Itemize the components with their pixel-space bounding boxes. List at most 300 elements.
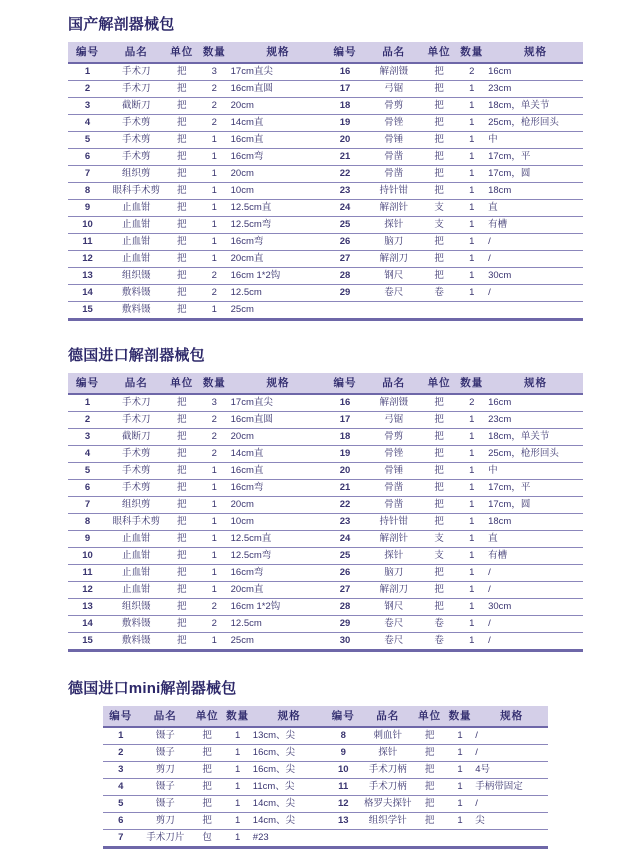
cell-unit-right: 把 bbox=[423, 98, 456, 115]
table-body bbox=[68, 63, 583, 318]
cell-name-left: 止血钳 bbox=[107, 565, 165, 582]
cell-no-right: 27 bbox=[325, 582, 364, 599]
cell-no-left: 14 bbox=[68, 616, 107, 633]
cell-unit-left: 把 bbox=[165, 394, 198, 412]
cell-name-left: 手术剪 bbox=[107, 446, 165, 463]
cell-spec-left: 12.5cm弯 bbox=[231, 548, 326, 565]
col-spec-left: 规格 bbox=[231, 42, 326, 63]
cell-spec-right: / bbox=[488, 565, 583, 582]
cell-unit-left: 把 bbox=[165, 514, 198, 531]
cell-qty-right: 1 bbox=[455, 480, 488, 497]
col-no-left: 编号 bbox=[68, 373, 107, 394]
cell-unit-left: 把 bbox=[192, 813, 222, 830]
cell-name-right: 骨锉 bbox=[365, 115, 423, 132]
cell-spec-right: 17cm，平 bbox=[488, 480, 583, 497]
cell-name-left: 敷料镊 bbox=[107, 285, 165, 302]
cell-spec-left: #23 bbox=[252, 832, 269, 843]
header-row bbox=[68, 373, 583, 394]
cell-unit-right: 把 bbox=[423, 166, 456, 183]
cell-no-left: 5 bbox=[103, 796, 139, 813]
cell-no-right: 23 bbox=[325, 183, 364, 200]
col-qty-left: 数量 bbox=[222, 706, 252, 727]
cell-unit-right: 把 bbox=[423, 582, 456, 599]
cell-qty-right: 1 bbox=[455, 429, 488, 446]
cell-unit-left: 把 bbox=[165, 81, 198, 98]
col-name-left: 品名 bbox=[107, 42, 165, 63]
cell-spec-right: 18cm bbox=[488, 514, 583, 531]
cell-name-left: 止血钳 bbox=[107, 548, 165, 565]
cell-name-right: 骨锤 bbox=[365, 463, 423, 480]
cell-no-left: 9 bbox=[68, 200, 107, 217]
section-title: 国产解剖器械包 bbox=[68, 16, 175, 33]
cell-spec-left: 10cm bbox=[231, 183, 326, 200]
cell-name-right: 骨凿 bbox=[365, 149, 423, 166]
cell-no-right: 20 bbox=[325, 463, 364, 480]
cell-qty-right: 2 bbox=[455, 394, 488, 412]
cell-qty-right: 1 bbox=[455, 412, 488, 429]
cell-spec-left: 20cm bbox=[231, 497, 326, 514]
cell-name-right: 骨凿 bbox=[365, 480, 423, 497]
cell-name-right: 骨锉 bbox=[365, 446, 423, 463]
cell-unit-left: 把 bbox=[192, 796, 222, 813]
cell-spec-right: 17cm，圆 bbox=[488, 497, 583, 514]
cell-no-left: 4 bbox=[103, 779, 139, 796]
cell-spec-right: / bbox=[475, 727, 548, 745]
cell-name-left: 组织剪 bbox=[107, 497, 165, 514]
cell-no-left: 6 bbox=[68, 480, 107, 497]
cell-no-right: 25 bbox=[325, 217, 364, 234]
cell-name-left: 手术刀 bbox=[107, 412, 165, 429]
cell-no-right: 12 bbox=[325, 796, 361, 813]
cell-qty-left: 3 bbox=[198, 63, 231, 81]
cell-spec-right: 尖 bbox=[475, 813, 548, 830]
cell-unit-left: 把 bbox=[165, 429, 198, 446]
col-qty-right: 数量 bbox=[455, 373, 488, 394]
cell-qty-right: 1 bbox=[455, 81, 488, 98]
cell-qty-right: 1 bbox=[455, 531, 488, 548]
cell-no-left: 15 bbox=[82, 635, 93, 646]
cell-name-right: 卷尺 bbox=[365, 285, 423, 302]
cell-no-left: 8 bbox=[68, 183, 107, 200]
instrument-table bbox=[103, 706, 548, 846]
cell-no-right: 16 bbox=[325, 63, 364, 81]
cell-no-left: 3 bbox=[68, 98, 107, 115]
section-title: 德国进口mini解剖器械包 bbox=[68, 680, 237, 697]
cell-spec-left: 20cm直 bbox=[231, 251, 326, 268]
cell-qty-left: 1 bbox=[222, 727, 252, 745]
cell-spec-left: 16cm 1*2钩 bbox=[231, 599, 326, 616]
cell-qty-right: 1 bbox=[455, 217, 488, 234]
table-row bbox=[103, 762, 548, 779]
cell-spec-left: 11cm、尖 bbox=[253, 779, 326, 796]
cell-name-right bbox=[361, 830, 414, 847]
cell-name-right: 解剖针 bbox=[365, 200, 423, 217]
table-wrapper bbox=[0, 706, 634, 849]
cell-name-right: 手术刀柄 bbox=[361, 762, 414, 779]
cell-spec-left: 12.5cm bbox=[231, 616, 326, 633]
cell-spec-right: 18cm bbox=[488, 183, 583, 200]
table-row bbox=[103, 745, 548, 762]
cell-qty-right: 1 bbox=[445, 813, 475, 830]
cell-unit-right: 把 bbox=[423, 565, 456, 582]
cell-name-right: 弓锯 bbox=[365, 412, 423, 429]
table-row bbox=[68, 514, 583, 531]
cell-name-right: 脑刀 bbox=[365, 234, 423, 251]
cell-name-right: 卷尺 bbox=[384, 635, 404, 646]
cell-no-right: 21 bbox=[325, 149, 364, 166]
cell-no-right: 28 bbox=[325, 599, 364, 616]
cell-unit-left: 把 bbox=[165, 497, 198, 514]
cell-qty-right: 1 bbox=[455, 166, 488, 183]
cell-unit-left: 把 bbox=[176, 635, 187, 646]
cell-spec-left: 14cm、尖 bbox=[253, 813, 326, 830]
cell-unit-left: 把 bbox=[165, 63, 198, 81]
col-no-left: 编号 bbox=[68, 42, 107, 63]
table-row bbox=[68, 132, 583, 149]
table-row bbox=[68, 166, 583, 183]
cell-qty-right: 1 bbox=[455, 268, 488, 285]
cell-name-right: 手术刀柄 bbox=[361, 779, 414, 796]
cell-spec-left: 16cm弯 bbox=[231, 234, 326, 251]
cell-spec-right: 直 bbox=[488, 200, 583, 217]
cell-qty-right: 1 bbox=[445, 745, 475, 762]
cell-no-right: 25 bbox=[325, 548, 364, 565]
cell-spec-right: / bbox=[488, 251, 583, 268]
cell-name-left: 手术剪 bbox=[107, 480, 165, 497]
cell-spec-right: 中 bbox=[488, 463, 583, 480]
cell-name-right: 持针钳 bbox=[365, 514, 423, 531]
cell-no-right: 18 bbox=[325, 429, 364, 446]
cell-no-right: 8 bbox=[325, 727, 361, 745]
cell-unit-left: 把 bbox=[165, 412, 198, 429]
cell-spec-left: 16cm弯 bbox=[231, 565, 326, 582]
cell-unit-right: 把 bbox=[423, 251, 456, 268]
cell-qty-right: 1 bbox=[455, 115, 488, 132]
col-no-left: 编号 bbox=[103, 706, 139, 727]
table-row bbox=[68, 463, 583, 480]
col-spec-left: 规格 bbox=[253, 706, 326, 727]
cell-qty-left: 1 bbox=[198, 531, 231, 548]
table-header bbox=[68, 42, 583, 63]
col-name-right: 品名 bbox=[365, 373, 423, 394]
cell-spec-left: 20cm bbox=[231, 429, 326, 446]
cell-name-left: 止血钳 bbox=[107, 234, 165, 251]
cell-unit-right: 把 bbox=[423, 81, 456, 98]
cell-unit-right: 把 bbox=[423, 514, 456, 531]
cell-name-left: 截断刀 bbox=[107, 98, 165, 115]
table-row bbox=[68, 115, 583, 132]
cell-no-right bbox=[325, 830, 361, 847]
cell-unit-right: 支 bbox=[423, 200, 456, 217]
cell-spec-left: 25cm bbox=[230, 304, 254, 315]
cell-unit-right: 把 bbox=[414, 779, 444, 796]
table-row bbox=[68, 412, 583, 429]
cell-no-left: 3 bbox=[68, 429, 107, 446]
cell-name-right: 解剖刀 bbox=[365, 582, 423, 599]
cell-spec-left: 16cm弯 bbox=[231, 480, 326, 497]
cell-unit-right: 支 bbox=[423, 217, 456, 234]
table-row bbox=[68, 81, 583, 98]
cell-no-right: 20 bbox=[325, 132, 364, 149]
cell-spec-right: 18cm，单关节 bbox=[488, 429, 583, 446]
col-no-right: 编号 bbox=[325, 706, 361, 727]
cell-no-right: 19 bbox=[325, 446, 364, 463]
cell-unit-left: 把 bbox=[176, 304, 187, 315]
cell-qty-left: 2 bbox=[198, 429, 231, 446]
cell-unit-right: 把 bbox=[423, 446, 456, 463]
cell-qty-right: 1 bbox=[445, 762, 475, 779]
table-row bbox=[68, 599, 583, 616]
cell-no-right: 27 bbox=[325, 251, 364, 268]
cell-name-left: 止血钳 bbox=[107, 582, 165, 599]
cell-name-right: 脑刀 bbox=[365, 565, 423, 582]
table-header bbox=[103, 706, 548, 727]
cell-spec-right: / bbox=[488, 285, 583, 302]
cell-spec-left: 16cm 1*2钩 bbox=[231, 268, 326, 285]
cell-unit-right: 把 bbox=[423, 599, 456, 616]
cell-qty-left: 1 bbox=[222, 779, 252, 796]
cell-name-right: 弓锯 bbox=[365, 81, 423, 98]
cell-unit-left: 把 bbox=[192, 779, 222, 796]
cell-qty-right: 1 bbox=[455, 251, 488, 268]
cell-name-right: 探针 bbox=[361, 745, 414, 762]
table-row bbox=[68, 183, 583, 200]
cell-spec-right bbox=[475, 830, 548, 847]
cell-qty-left: 2 bbox=[198, 616, 231, 633]
cell-qty-left: 2 bbox=[198, 81, 231, 98]
cell-name-left: 止血钳 bbox=[107, 217, 165, 234]
cell-qty-right: 1 bbox=[455, 446, 488, 463]
cell-no-left: 7 bbox=[68, 497, 107, 514]
cell-qty-right: 1 bbox=[455, 599, 488, 616]
cell-spec-left: 12.5cm bbox=[231, 285, 326, 302]
col-spec-right: 规格 bbox=[475, 706, 548, 727]
cell-qty-left: 3 bbox=[198, 394, 231, 412]
cell-qty-left: 1 bbox=[198, 183, 231, 200]
cell-spec-right: 25cm，枪形回头 bbox=[488, 446, 583, 463]
cell-name-right: 解剖镊 bbox=[365, 63, 423, 81]
cell-name-left: 组织镊 bbox=[107, 599, 165, 616]
cell-unit-left: 把 bbox=[165, 132, 198, 149]
cell-name-left: 镊子 bbox=[139, 727, 192, 745]
cell-qty-left: 2 bbox=[198, 98, 231, 115]
cell-unit-right: 卷 bbox=[434, 635, 444, 646]
cell-spec-right: 有槽 bbox=[488, 548, 583, 565]
cell-spec-left: 12.5cm弯 bbox=[231, 217, 326, 234]
cell-qty-right bbox=[455, 302, 488, 319]
col-spec-right: 规格 bbox=[488, 42, 583, 63]
cell-no-left: 10 bbox=[68, 217, 107, 234]
table-row bbox=[68, 394, 583, 412]
cell-spec-left: 16cm直圆 bbox=[231, 412, 326, 429]
cell-spec-right: 中 bbox=[488, 132, 583, 149]
cell-spec-right: 4号 bbox=[475, 762, 548, 779]
cell-qty-left: 1 bbox=[198, 149, 231, 166]
cell-name-right: 卷尺 bbox=[365, 616, 423, 633]
cell-unit-left: 把 bbox=[165, 446, 198, 463]
cell-no-left: 7 bbox=[68, 166, 107, 183]
cell-spec-left: 17cm直尖 bbox=[231, 63, 326, 81]
col-qty-right: 数量 bbox=[445, 706, 475, 727]
cell-name-right: 刺血针 bbox=[361, 727, 414, 745]
cell-spec-right: 有槽 bbox=[488, 217, 583, 234]
cell-unit-right: 把 bbox=[423, 429, 456, 446]
cell-unit-left: 把 bbox=[165, 183, 198, 200]
cell-qty-right bbox=[445, 830, 475, 847]
cell-qty-left: 1 bbox=[198, 463, 231, 480]
cell-name-left: 剪刀 bbox=[139, 813, 192, 830]
cell-qty-left: 2 bbox=[198, 268, 231, 285]
cell-qty-left: 1 bbox=[211, 304, 217, 315]
table-row bbox=[68, 285, 583, 302]
cell-unit-left: 把 bbox=[165, 149, 198, 166]
cell-no-left: 8 bbox=[68, 514, 107, 531]
cell-name-left: 眼科手术剪 bbox=[107, 183, 165, 200]
cell-unit-left: 把 bbox=[165, 251, 198, 268]
cell-no-right: 22 bbox=[325, 497, 364, 514]
cell-name-right: 格罗夫探针 bbox=[361, 796, 414, 813]
cell-unit-right: 把 bbox=[414, 762, 444, 779]
table-wrapper bbox=[0, 373, 634, 652]
cell-name-left: 组织镊 bbox=[107, 268, 165, 285]
col-name-left: 品名 bbox=[107, 373, 165, 394]
cell-spec-right: / bbox=[475, 796, 548, 813]
table-row bbox=[68, 565, 583, 582]
cell-spec-right: / bbox=[475, 745, 548, 762]
cell-no-left: 12 bbox=[68, 582, 107, 599]
cell-name-left: 止血钳 bbox=[107, 251, 165, 268]
cell-no-right: 13 bbox=[325, 813, 361, 830]
cell-unit-right bbox=[414, 830, 444, 847]
table-row bbox=[68, 251, 583, 268]
table-row bbox=[103, 779, 548, 796]
col-unit-right: 单位 bbox=[423, 373, 456, 394]
cell-spec-right: 16cm bbox=[488, 394, 583, 412]
cell-name-right: 解剖镊 bbox=[365, 394, 423, 412]
cell-qty-left: 1 bbox=[234, 832, 241, 843]
cell-qty-left: 2 bbox=[198, 412, 231, 429]
col-no-right: 编号 bbox=[325, 42, 364, 63]
col-spec-right: 规格 bbox=[488, 373, 583, 394]
cell-spec-right: 18cm，单关节 bbox=[488, 98, 583, 115]
cell-name-right: 探针 bbox=[365, 548, 423, 565]
cell-qty-right: 2 bbox=[455, 63, 488, 81]
cell-spec-left: 16cm、尖 bbox=[253, 762, 326, 779]
cell-spec-right: 30cm bbox=[488, 268, 583, 285]
cell-unit-right: 把 bbox=[414, 796, 444, 813]
cell-spec-right: 直 bbox=[488, 531, 583, 548]
cell-unit-left: 包 bbox=[202, 832, 212, 843]
cell-no-left: 14 bbox=[68, 285, 107, 302]
cell-no-right: 11 bbox=[325, 779, 361, 796]
cell-name-left: 手术剪 bbox=[107, 463, 165, 480]
cell-no-left: 15 bbox=[82, 304, 93, 315]
cell-qty-right: 1 bbox=[455, 98, 488, 115]
cell-no-left: 5 bbox=[68, 463, 107, 480]
cell-no-left: 1 bbox=[68, 63, 107, 81]
cell-qty-right: 1 bbox=[455, 565, 488, 582]
cell-qty-right: 1 bbox=[455, 463, 488, 480]
cell-unit-right: 把 bbox=[414, 813, 444, 830]
cell-spec-left: 14cm、尖 bbox=[253, 796, 326, 813]
cell-name-left: 手术刀 bbox=[107, 63, 165, 81]
cell-spec-left: 17cm直尖 bbox=[231, 394, 326, 412]
cell-name-left: 手术剪 bbox=[107, 115, 165, 132]
table-row bbox=[68, 582, 583, 599]
col-unit-left: 单位 bbox=[165, 373, 198, 394]
cell-unit-left: 把 bbox=[165, 565, 198, 582]
table-row bbox=[68, 268, 583, 285]
cell-name-left: 镊子 bbox=[139, 779, 192, 796]
cell-no-right: 23 bbox=[325, 514, 364, 531]
section-german-import-dissection-kit bbox=[0, 321, 634, 652]
table-row bbox=[68, 616, 583, 633]
cell-unit-right: 把 bbox=[423, 183, 456, 200]
cell-unit-right: 把 bbox=[423, 480, 456, 497]
cell-name-right: 解剖针 bbox=[365, 531, 423, 548]
cell-unit-left: 把 bbox=[165, 166, 198, 183]
table-row bbox=[68, 63, 583, 81]
cell-unit-left: 把 bbox=[165, 285, 198, 302]
cell-qty-left: 1 bbox=[198, 200, 231, 217]
cell-spec-left: 16cm弯 bbox=[231, 149, 326, 166]
header-row bbox=[103, 706, 548, 727]
cell-name-left: 手术刀 bbox=[107, 394, 165, 412]
cell-no-left: 4 bbox=[68, 115, 107, 132]
table-wrapper bbox=[0, 42, 634, 321]
cell-no-left: 11 bbox=[68, 565, 107, 582]
cell-no-left: 13 bbox=[68, 268, 107, 285]
cell-qty-right: 1 bbox=[445, 727, 475, 745]
cell-unit-left: 把 bbox=[165, 582, 198, 599]
cell-spec-right: / bbox=[488, 616, 583, 633]
table-row bbox=[68, 480, 583, 497]
cell-unit-left: 把 bbox=[165, 217, 198, 234]
cell-spec-left: 25cm bbox=[230, 635, 254, 646]
table-header bbox=[68, 373, 583, 394]
cell-qty-right: 1 bbox=[455, 183, 488, 200]
cell-no-right: 29 bbox=[325, 616, 364, 633]
table-row bbox=[68, 234, 583, 251]
table-body bbox=[103, 727, 548, 846]
cell-name-left: 剪刀 bbox=[139, 762, 192, 779]
col-spec-left: 规格 bbox=[231, 373, 326, 394]
cell-unit-right: 把 bbox=[423, 132, 456, 149]
cell-no-left: 11 bbox=[68, 234, 107, 251]
cell-unit-right: 把 bbox=[423, 63, 456, 81]
cell-no-right: 22 bbox=[325, 166, 364, 183]
cell-spec-left: 20cm直 bbox=[231, 582, 326, 599]
cell-qty-left: 1 bbox=[198, 234, 231, 251]
cell-unit-right: 把 bbox=[423, 497, 456, 514]
cell-qty-left: 2 bbox=[198, 599, 231, 616]
section-german-import-mini-dissection-kit bbox=[0, 652, 634, 849]
table-row bbox=[68, 217, 583, 234]
cell-spec-right: / bbox=[488, 234, 583, 251]
cell-unit-right: 把 bbox=[423, 463, 456, 480]
cell-spec-right: 25cm，枪形回头 bbox=[488, 115, 583, 132]
col-unit-right: 单位 bbox=[414, 706, 444, 727]
cell-no-right: 21 bbox=[325, 480, 364, 497]
cell-qty-left: 1 bbox=[198, 480, 231, 497]
cell-no-left: 10 bbox=[68, 548, 107, 565]
cell-unit-left: 把 bbox=[192, 745, 222, 762]
cell-spec-left: 13cm、尖 bbox=[253, 727, 326, 745]
cell-qty-right: 1 bbox=[455, 514, 488, 531]
cell-name-right: 骨锤 bbox=[365, 132, 423, 149]
table-row bbox=[68, 200, 583, 217]
cell-name-left: 止血钳 bbox=[107, 531, 165, 548]
